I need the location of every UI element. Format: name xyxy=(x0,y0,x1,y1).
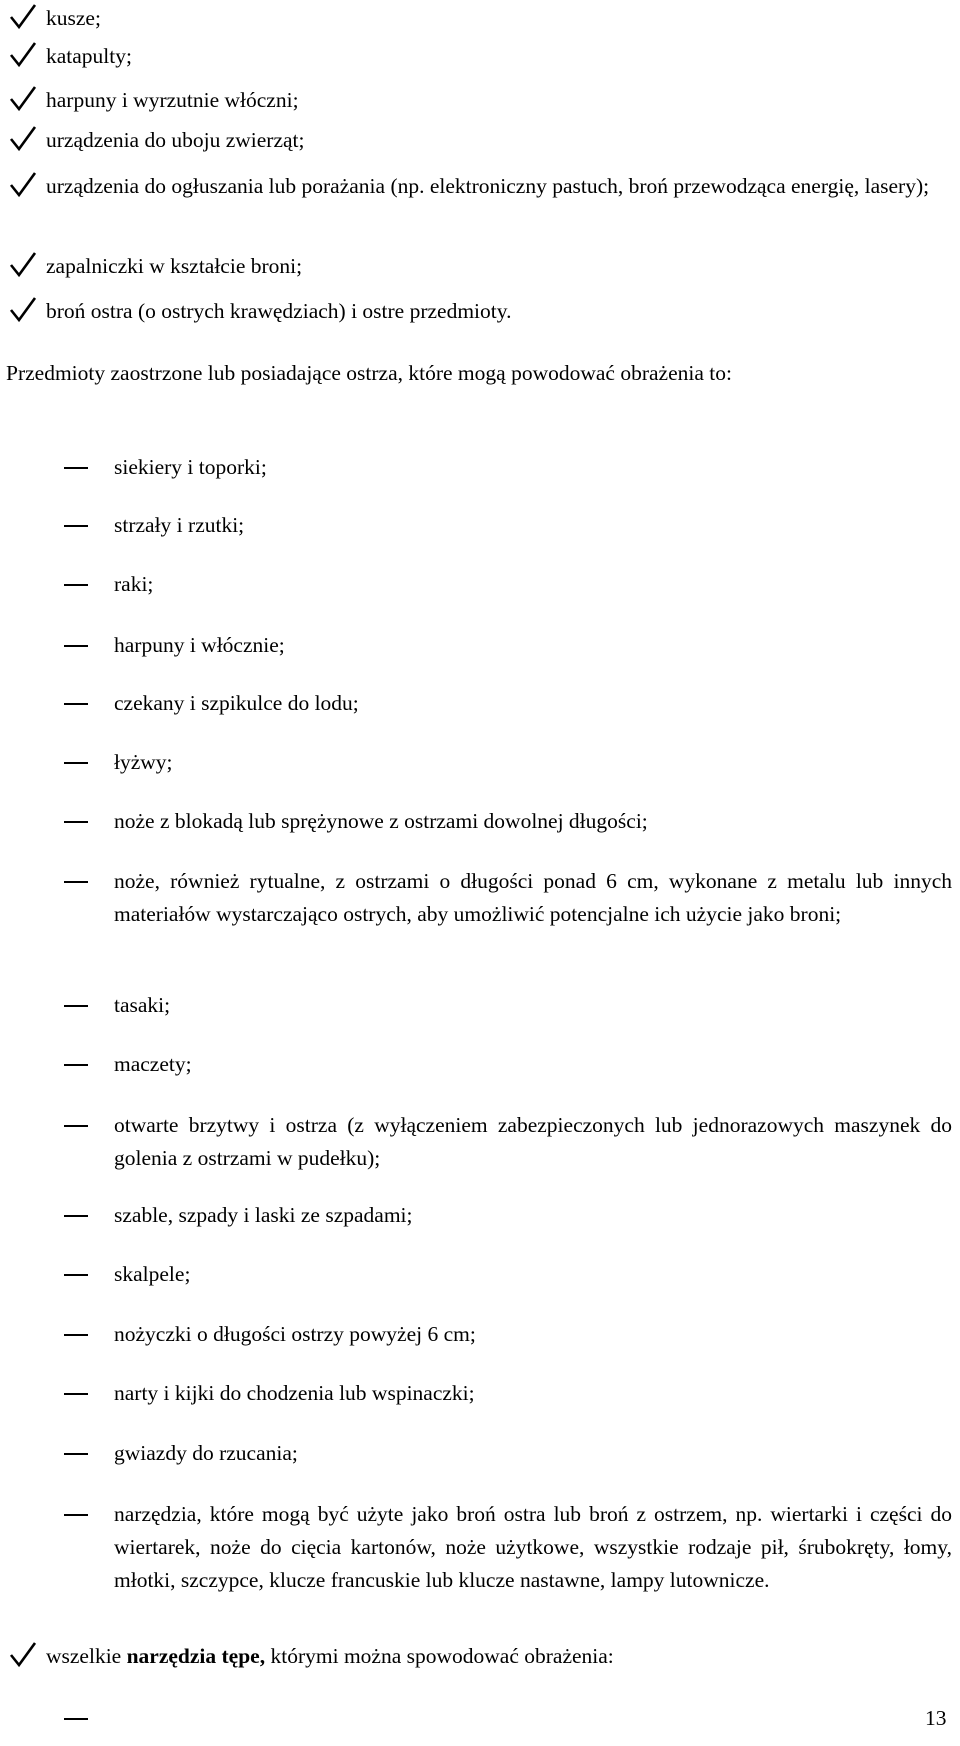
blunt-prefix: wszelkie xyxy=(46,1644,127,1668)
list-item: broń ostra (o ostrych krawędziach) i ostre przedmioty. xyxy=(46,299,512,323)
dash-bullet xyxy=(64,467,88,469)
checkmark-icon xyxy=(8,124,38,154)
page-number: 13 xyxy=(925,1706,947,1730)
list-item: tasaki; xyxy=(114,993,171,1017)
list-item: katapulty; xyxy=(46,44,132,68)
list-item: czekany i szpikulce do lodu; xyxy=(114,691,359,715)
dash-bullet xyxy=(64,1125,88,1127)
checkmark-icon xyxy=(8,250,38,280)
list-item: raki; xyxy=(114,572,154,596)
dash-bullet xyxy=(64,1215,88,1217)
dash-bullet xyxy=(64,1064,88,1066)
blunt-suffix: którymi można spowodować obrażenia: xyxy=(265,1644,614,1668)
list-item: harpuny i włócznie; xyxy=(114,633,285,657)
checkmark-icon xyxy=(8,40,38,70)
list-item: maczety; xyxy=(114,1052,192,1076)
intro-paragraph: Przedmioty zaostrzone lub posiadające ostrza, które mogą powodować obrażenia to: xyxy=(6,361,732,385)
list-item: skalpele; xyxy=(114,1262,191,1286)
list-item: nożyczki o długości ostrzy powyżej 6 cm; xyxy=(114,1322,476,1346)
list-item: noże z blokadą lub sprężynowe z ostrzami dowolnej długości; xyxy=(114,809,648,833)
dash-bullet xyxy=(64,1393,88,1395)
blunt-bold: narzędzia tępe, xyxy=(126,1644,266,1668)
checkmark-icon xyxy=(8,84,38,114)
dash-bullet xyxy=(64,645,88,647)
dash-bullet xyxy=(64,881,88,883)
dash-bullet xyxy=(64,1453,88,1455)
dash-bullet xyxy=(64,584,88,586)
checkmark-icon xyxy=(8,170,38,200)
list-item: urządzenia do uboju zwierząt; xyxy=(46,128,305,152)
list-item: siekiery i toporki; xyxy=(114,455,267,479)
checkmark-icon xyxy=(8,1640,38,1670)
dash-bullet xyxy=(64,1514,88,1516)
list-item: narzędzia, które mogą być użyte jako broń ostra lub broń z ostrzem, np. wiertarki i części do wiertarek, noże do cięcia kartonów, noże użytkowe, wszystkie rodzaje pił, śrubokręty, łomy, młotki, szczypce, klucze francuskie lub klucze nastawne, lampy lutownicze. xyxy=(114,1502,952,1592)
list-item: szable, szpady i laski ze szpadami; xyxy=(114,1203,413,1227)
dash-bullet xyxy=(64,1334,88,1336)
checkmark-icon xyxy=(8,2,38,32)
list-item: urządzenia do ogłuszania lub porażania (np. elektroniczny pastuch, broń przewodząca energię, lasery); xyxy=(46,174,930,198)
dash-bullet xyxy=(64,525,88,527)
dash-bullet xyxy=(64,762,88,764)
checkmark-icon xyxy=(8,295,38,325)
list-item: gwiazdy do rzucania; xyxy=(114,1441,298,1465)
list-item: noże, również rytualne, z ostrzami o długości ponad 6 cm, wykonane z metalu lub innych materiałów wystarczająco ostrych, aby umożliwić potencjalne ich użycie jako broni; xyxy=(114,869,952,926)
dash-bullet xyxy=(64,1718,88,1720)
list-item: narty i kijki do chodzenia lub wspinaczki; xyxy=(114,1381,475,1405)
list-item: łyżwy; xyxy=(114,750,173,774)
list-item: strzały i rzutki; xyxy=(114,513,245,537)
list-item: zapalniczki w kształcie broni; xyxy=(46,254,303,278)
dash-bullet xyxy=(64,1005,88,1007)
list-item: harpuny i wyrzutnie włóczni; xyxy=(46,88,299,112)
dash-bullet xyxy=(64,1274,88,1276)
list-item: otwarte brzytwy i ostrza (z wyłączeniem zabezpieczonych lub jednorazowych maszynek do golenia z ostrzami w pudełku); xyxy=(114,1113,952,1170)
list-item: kusze; xyxy=(46,6,101,30)
blunt-tools-heading xyxy=(46,1640,614,1673)
dash-bullet xyxy=(64,703,88,705)
dash-bullet xyxy=(64,821,88,823)
